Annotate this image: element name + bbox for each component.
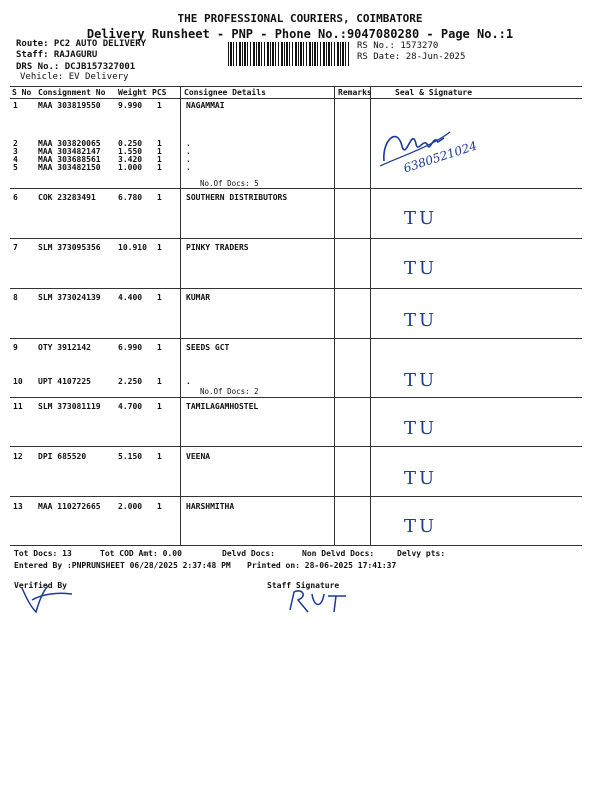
row-weight: 5.150 (118, 452, 143, 461)
row-weight: 0.250 (118, 139, 143, 148)
seal-mark: TU (404, 370, 438, 391)
row-consignment-no: COK 23283491 (38, 193, 96, 202)
row-consignee: TAMILAGAMHOSTEL (186, 402, 259, 411)
row-weight: 1.550 (118, 147, 143, 156)
row-pcs: 1 (157, 101, 162, 110)
row-consignment-no: SLM 373095356 (38, 243, 101, 252)
route: Route: PC2 AUTO DELIVERY (16, 39, 147, 49)
total-docs: Tot Docs: 13 (14, 549, 72, 558)
col-sno: S No (12, 88, 32, 97)
row-weight: 2.250 (118, 377, 143, 386)
row-consignment-no: SLM 373081119 (38, 402, 101, 411)
col-divider (334, 87, 335, 545)
row-consignment-no: OTY 3912142 (38, 343, 91, 352)
row-consignment-no: MAA 110272665 (38, 502, 101, 511)
group-doc-count: No.Of Docs: 5 (200, 179, 259, 188)
total-cod: Tot COD Amt: 0.00 (100, 549, 182, 558)
row-pcs: 1 (157, 163, 162, 172)
row-pcs: 1 (157, 243, 162, 252)
row-sno: 6 (13, 193, 18, 202)
row-divider (10, 188, 582, 189)
non-delivered-docs: Non Delvd Docs: (302, 549, 375, 558)
row-consignment-no: SLM 373024139 (38, 293, 101, 302)
row-consignee: SOUTHERN DISTRIBUTORS (186, 193, 288, 202)
row-weight: 1.000 (118, 163, 143, 172)
row-sno: 4 (13, 155, 18, 164)
company-title: THE PROFESSIONAL COURIERS, COIMBATORE (177, 12, 423, 25)
col-seal: Seal & Signature (395, 88, 473, 97)
entered-by: Entered By :PNPRUNSHEET 06/28/2025 2:37:48 PM (14, 561, 231, 570)
barcode (228, 42, 350, 66)
row-divider (10, 397, 582, 398)
row-consignee: PINKY TRADERS (186, 243, 249, 252)
row-divider (10, 446, 582, 447)
seal-mark: TU (404, 208, 438, 229)
row-consignee: . (186, 155, 191, 164)
row-consignee: NAGAMMAI (186, 101, 225, 110)
staff: Staff: RAJAGURU (16, 50, 98, 60)
table-top-rule (10, 86, 582, 87)
seal-mark: TU (404, 418, 438, 439)
row-consignment-no: MAA 303820065 (38, 139, 101, 148)
seal-mark: TU (404, 258, 438, 279)
row-sno: 10 (13, 377, 23, 386)
table-bottom-rule (10, 545, 582, 546)
col-remarks: Remarks (338, 88, 372, 97)
seal-mark: TU (404, 468, 438, 489)
recipient-signature (372, 106, 502, 186)
delivered-docs: Delvd Docs: (222, 549, 275, 558)
drs-number: DRS No.: DCJB157327001 (16, 62, 136, 72)
row-consignment-no: MAA 303482147 (38, 147, 101, 156)
row-sno: 1 (13, 101, 18, 110)
row-divider (10, 338, 582, 339)
row-consignee: SEEDS GCT (186, 343, 230, 352)
row-pcs: 1 (157, 452, 162, 461)
col-pcs: PCS (152, 88, 167, 97)
seal-mark: TU (404, 310, 438, 331)
row-consignee: . (186, 377, 191, 386)
row-sno: 13 (13, 502, 23, 511)
row-pcs: 1 (157, 155, 162, 164)
row-divider (10, 238, 582, 239)
row-weight: 6.780 (118, 193, 143, 202)
row-weight: 10.910 (118, 243, 147, 252)
row-consignee: VEENA (186, 452, 211, 461)
row-consignment-no: MAA 303482150 (38, 163, 101, 172)
row-weight: 2.000 (118, 502, 143, 511)
vehicle: Vehicle: EV Delivery (20, 72, 129, 82)
col-weight: Weight (118, 88, 147, 97)
row-pcs: 1 (157, 343, 162, 352)
row-weight: 3.420 (118, 155, 143, 164)
verified-by-label: Verified By (14, 581, 67, 590)
row-pcs: 1 (157, 502, 162, 511)
rs-number: RS No.: 1573270 (357, 41, 439, 51)
row-consignee: KUMAR (186, 293, 211, 302)
delivery-points: Delvy pts: (397, 549, 446, 558)
col-divider (180, 87, 181, 545)
row-consignee: HARSHMITHA (186, 502, 235, 511)
row-weight: 4.400 (118, 293, 143, 302)
col-consignment: Consignment No (38, 88, 106, 97)
staff-signature (284, 586, 354, 616)
row-sno: 9 (13, 343, 18, 352)
row-consignee: . (186, 147, 191, 156)
table-header-rule (10, 98, 582, 99)
verifier-signature (18, 584, 78, 614)
row-weight: 4.700 (118, 402, 143, 411)
rs-date: RS Date: 28-Jun-2025 (357, 52, 466, 62)
row-sno: 5 (13, 163, 18, 172)
row-pcs: 1 (157, 147, 162, 156)
row-divider (10, 288, 582, 289)
row-weight: 9.990 (118, 101, 143, 110)
row-pcs: 1 (157, 193, 162, 202)
row-consignment-no: MAA 303819550 (38, 101, 101, 110)
row-pcs: 1 (157, 293, 162, 302)
seal-mark: TU (404, 516, 438, 537)
handwritten-phone: 6380521024 (401, 138, 479, 176)
row-consignee: . (186, 163, 191, 172)
row-consignee: . (186, 139, 191, 148)
runsheet-subtitle: Delivery Runsheet - PNP - Phone No.:9047080280 - Page No.:1 (86, 27, 514, 41)
row-consignment-no: MAA 303688561 (38, 155, 101, 164)
printed-on: Printed on: 28-06-2025 17:41:37 (247, 561, 397, 570)
row-pcs: 1 (157, 402, 162, 411)
row-pcs: 1 (157, 377, 162, 386)
row-pcs: 1 (157, 139, 162, 148)
group-doc-count: No.Of Docs: 2 (200, 387, 259, 396)
row-sno: 7 (13, 243, 18, 252)
col-consignee: Consignee Details (184, 88, 266, 97)
row-sno: 8 (13, 293, 18, 302)
row-sno: 11 (13, 402, 23, 411)
col-divider (370, 87, 371, 545)
row-sno: 12 (13, 452, 23, 461)
row-sno: 3 (13, 147, 18, 156)
row-divider (10, 496, 582, 497)
row-sno: 2 (13, 139, 18, 148)
row-weight: 6.990 (118, 343, 143, 352)
row-consignment-no: UPT 4107225 (38, 377, 91, 386)
row-consignment-no: DPI 685520 (38, 452, 87, 461)
staff-signature-label: Staff Signature (267, 581, 340, 590)
